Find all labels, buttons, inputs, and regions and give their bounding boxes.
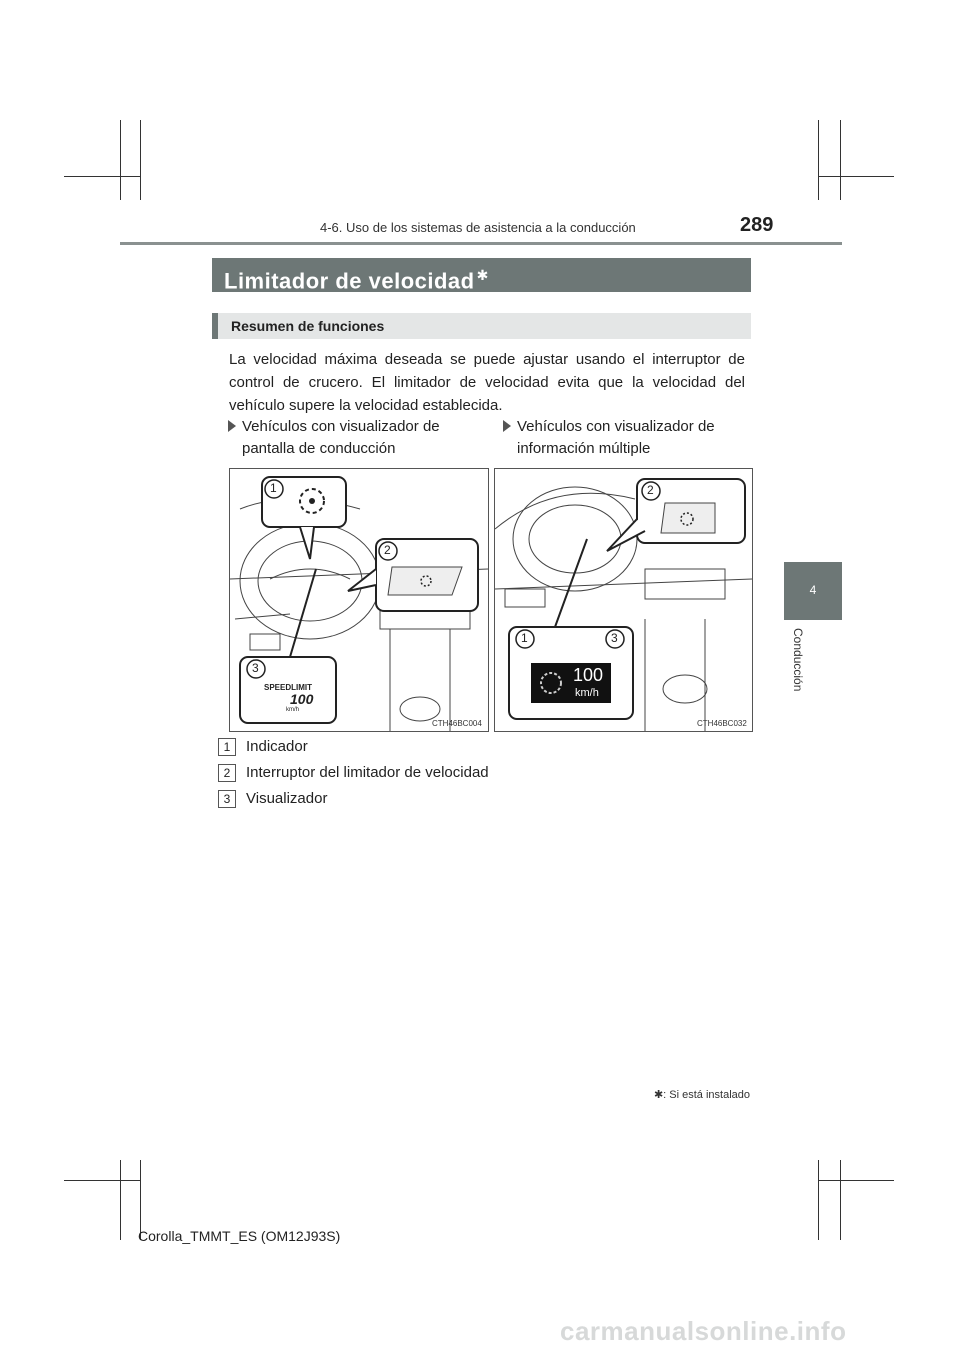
asterisk-icon: ✱ (653, 1089, 664, 1101)
legend-number: 3 (218, 790, 236, 808)
figure-mid-drawing (495, 469, 752, 731)
chapter-label: Conducción (791, 628, 805, 692)
legend-item: 1 Indicador (218, 738, 308, 756)
chapter-number: 4 (809, 583, 817, 597)
figure-hud (229, 468, 489, 732)
legend-number: 1 (218, 738, 236, 756)
section-title: Limitador de velocidad ✱ (212, 258, 751, 292)
figure-code: CTH46BC004 (432, 719, 482, 728)
chapter-tab (784, 562, 842, 620)
callout-number-2: 2 (384, 543, 391, 557)
variant-heading: Vehículos con visualizador de información múltiple (517, 416, 745, 460)
asterisk-icon: ✱ (476, 267, 489, 283)
variant-heading: Vehículos con visualizador de pantalla de conducción (242, 416, 482, 460)
crop-mark (840, 120, 841, 200)
intro-paragraph: La velocidad máxima deseada se puede ajustar usando el interruptor de control de crucero. El limitador de velocidad evita que la velocidad del vehículo supere la velocidad establecida. (229, 351, 745, 414)
callout-number-1: 1 (270, 481, 277, 495)
speed-value: 100 (290, 691, 314, 707)
speed-unit: km/h (575, 687, 599, 699)
legend-item: 2 Interruptor del limitador de velocidad (218, 764, 489, 782)
speed-limit-label: SPEEDLIMIT (264, 683, 313, 692)
crop-mark (840, 1160, 841, 1240)
figure-mid (494, 468, 753, 732)
speed-value: 100 (573, 665, 604, 685)
crop-mark (120, 1160, 121, 1240)
callout-number-1: 1 (521, 631, 528, 645)
header-rule (120, 242, 842, 245)
page-number: 289 (740, 214, 774, 236)
legend-number: 2 (218, 764, 236, 782)
callout-number-3: 3 (252, 661, 259, 675)
crop-mark (818, 120, 819, 200)
subsection-title: Resumen de funciones (212, 313, 751, 339)
crop-mark (120, 120, 121, 200)
callout-number-3: 3 (611, 631, 618, 645)
arrow-icon (228, 420, 236, 432)
document-footer: Corolla_TMMT_ES (OM12J93S) (138, 1228, 341, 1244)
footnote: ✱: Si está instalado (653, 1089, 750, 1101)
running-header: 4-6. Uso de los sistemas de asistencia a la conducción (320, 220, 636, 235)
crop-mark (140, 120, 141, 200)
arrow-icon (503, 420, 511, 432)
crop-mark (64, 1180, 140, 1181)
callout-number-2: 2 (647, 483, 654, 497)
crop-mark (818, 176, 894, 177)
legend-item: 3 Visualizador (218, 790, 327, 808)
speed-unit: km/h (286, 707, 300, 713)
watermark: carmanualsonline.info (560, 1316, 847, 1346)
figure-code: CTH46BC032 (697, 719, 747, 728)
crop-mark (818, 1180, 894, 1181)
crop-mark (64, 176, 140, 177)
crop-mark (818, 1160, 819, 1240)
